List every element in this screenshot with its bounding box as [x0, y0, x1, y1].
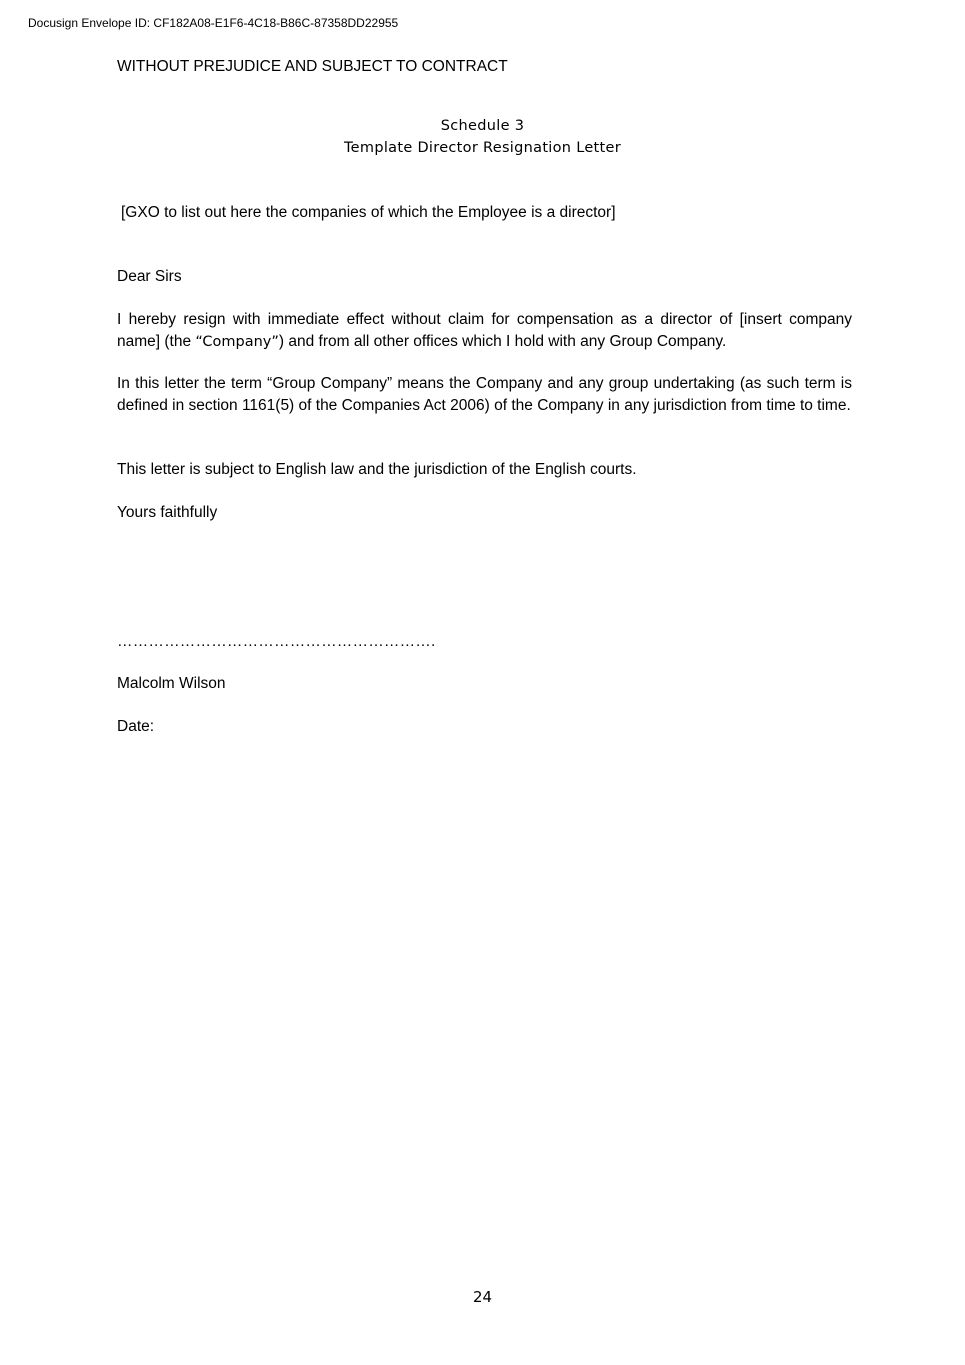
- signature-line: …………………………………………………….: [117, 633, 436, 650]
- schedule-title: Schedule 3: [440, 118, 525, 134]
- company-defined-term: “Company”: [195, 333, 279, 350]
- schedule-subtitle: Template Director Resignation Letter: [343, 140, 622, 156]
- resignation-paragraph-start: I hereby resign with immediate effect without claim for compensation as a director of [insert company name] (the: [117, 311, 852, 350]
- letter-salutation: Dear Sirs: [117, 268, 182, 285]
- page-number: 24: [472, 1288, 493, 1306]
- resignation-paragraph: [117, 309, 852, 353]
- companies-placeholder-note: [GXO to list out here the companies of which the Employee is a director]: [121, 204, 616, 221]
- resignation-paragraph-end: ) and from all other offices which I hold with any Group Company.: [278, 332, 727, 350]
- letter-closing: Yours faithfully: [117, 504, 218, 521]
- without-prejudice-heading: WITHOUT PREJUDICE AND SUBJECT TO CONTRACT: [117, 58, 508, 75]
- docusign-envelope-id: Docusign Envelope ID: CF182A08-E1F6-4C18-B86C-87358DD22955: [28, 16, 399, 30]
- group-company-definition-paragraph: In this letter the term “Group Company” means the Company and any group undertaking (as such term is defined in section 1161(5) of the Companies Act 2006) of the Company in any jurisdiction from time to time.: [117, 375, 852, 414]
- date-label: Date:: [117, 718, 155, 735]
- signatory-name: Malcolm Wilson: [117, 675, 226, 692]
- governing-law-paragraph: This letter is subject to English law and the jurisdiction of the English courts.: [117, 461, 637, 478]
